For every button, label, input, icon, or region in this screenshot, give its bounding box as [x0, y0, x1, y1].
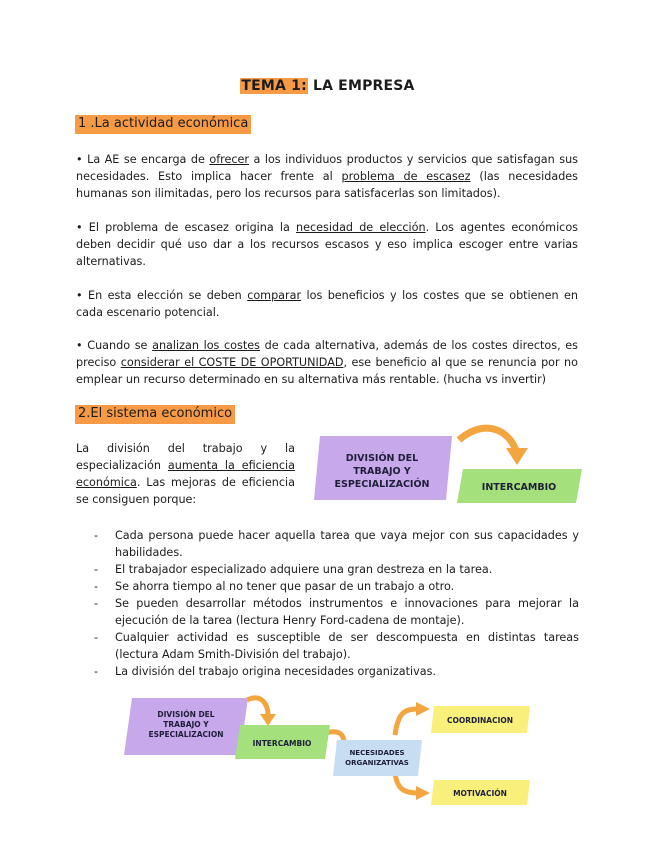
section-1-heading: 1 .La actividad económica [75, 115, 251, 134]
paragraph-opportunity-cost: • Cuando se analizan los costes de cada alternativa, además de los costes directos, es preciso considerar el COSTE DE OPORTUNIDAD, ese beneficio al que se renuncia por no emplear un recurso determinado en su alternativa más rentable. (hucha vs invertir) [76, 339, 579, 386]
list-item: - El trabajador especializado adquiere una gran destreza en la tarea. [94, 561, 579, 578]
arrow-head [260, 714, 276, 726]
division-box-line-3: ESPECIALIZACIÓN [334, 479, 430, 490]
exchange-box-label: INTERCAMBIO [481, 482, 557, 493]
division-box-line-3: ESPECIALIZACION [148, 730, 224, 739]
list-item: - Se pueden desarrollar métodos instrumentos e innovaciones para mejorar la ejecución de la tarea (lectura Henry Ford-cadena de montaje). [94, 595, 579, 629]
list-item: - Cualquier actividad es susceptible de ser descompuesta en distintas tareas (lectura Adam Smith-División del trabajo). [94, 629, 579, 663]
division-box-line-2: TRABAJO Y [353, 466, 411, 477]
list-item: - La división del trabajo origina necesidades organizativas. [94, 663, 579, 680]
arrow-head [416, 702, 430, 716]
list-item: - Cada persona puede hacer aquella tarea que vaya mejor con sus capacidades y habilidades. [94, 527, 579, 561]
division-exchange-diagram [300, 420, 590, 520]
paragraph-compare: • En esta elección se deben comparar los beneficios y los costes que se obtienen en cada escenario potencial. [76, 289, 578, 319]
arrow-head [416, 786, 430, 800]
organizational-needs-box [333, 740, 422, 776]
curved-arrow [459, 428, 516, 450]
efficiency-reasons-list [94, 527, 579, 680]
paragraph-offer: • La AE se encarga de ofrecer a los individuos productos y servicios que satisfagan sus necesidades. Esto implica hacer frente al problema de escasez (las necesidades humanas son ilimitadas, pero los recursos para satisfacerlas son limitados). [76, 153, 579, 200]
organizational-needs-line-1: NECESIDADES [349, 749, 405, 757]
title-highlight: TEMA 1: [241, 78, 307, 94]
list-item: - Se ahorra tiempo al no tener que pasar de un trabajo a otro. [94, 578, 579, 595]
motivation-box-label: MOTIVACIÓN [453, 789, 507, 798]
title-text: LA EMPRESA [307, 78, 415, 94]
exchange-box-label: INTERCAMBIO [252, 739, 312, 748]
arrow-head [506, 448, 528, 465]
section-2-heading: 2.El sistema económico [75, 405, 235, 424]
page-title [0, 78, 655, 94]
organizational-needs-line-2: ORGANIZATIVAS [345, 759, 409, 767]
curved-arrow [247, 698, 268, 715]
coordination-box-label: COORDINACION [446, 716, 514, 725]
curved-arrow [395, 709, 418, 735]
division-box-line-2: TRABAJO Y [163, 720, 209, 729]
paragraph-choice: • El problema de escasez origina la necesidad de elección. Los agentes económicos deben decidir qué uso dar a los recursos escasos y eso implica escoger entre varias alternativas. [76, 221, 579, 268]
division-box-line-1: DIVISIÓN DEL [157, 710, 215, 719]
paragraph-division-intro: La división del trabajo y la especialización aumenta la eficiencia económica. Las mejoras de eficiencia se consiguen porque: [76, 442, 295, 506]
organizational-needs-diagram [110, 685, 540, 815]
division-box-line-1: DIVISIÓN DEL [345, 453, 419, 464]
